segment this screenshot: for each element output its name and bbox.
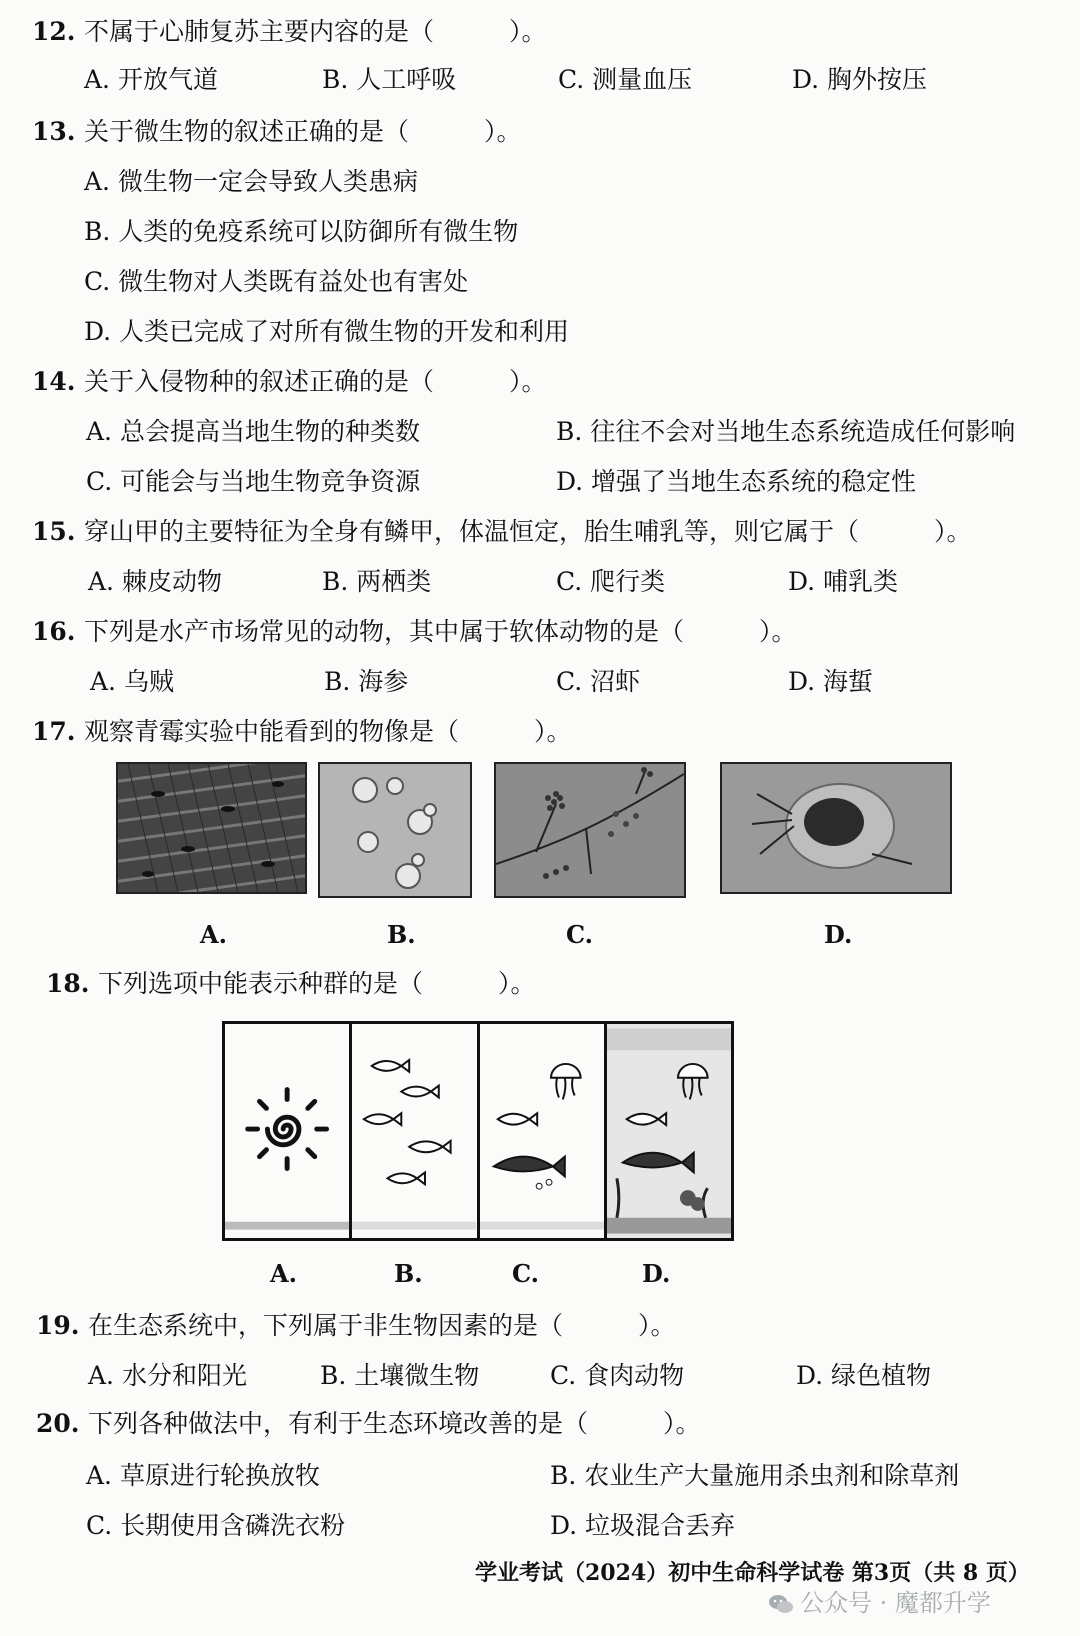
question-20 bbox=[36, 1404, 701, 1440]
question-14 bbox=[32, 362, 547, 398]
panel-a-sun[interactable] bbox=[225, 1024, 352, 1238]
question-number: 17. bbox=[32, 717, 76, 746]
option-a[interactable]: A. 水分和阳光 bbox=[88, 1361, 247, 1390]
question-stem: 下列各种做法中，有利于生态环境改善的是（ ）。 bbox=[88, 1409, 701, 1438]
photo-water-flea[interactable] bbox=[720, 762, 952, 894]
panel-b-fish-school[interactable] bbox=[352, 1024, 479, 1238]
option-c[interactable]: C. 食肉动物 bbox=[550, 1361, 685, 1390]
question-stem: 观察青霉实验中能看到的物像是（ ）。 bbox=[84, 717, 572, 746]
option-a[interactable]: A. 开放气道 bbox=[84, 65, 218, 94]
micrograph-penicillium[interactable] bbox=[494, 762, 686, 898]
question-number: 12. bbox=[32, 17, 76, 46]
question-16 bbox=[32, 612, 797, 648]
option-d[interactable]: D. 胸外按压 bbox=[792, 65, 928, 94]
option-c[interactable]: C. 长期使用含磷洗衣粉 bbox=[86, 1511, 346, 1540]
question-stem: 穿山甲的主要特征为全身有鳞甲，体温恒定，胎生哺乳等，则它属于（ ）。 bbox=[84, 517, 972, 546]
option-d[interactable]: D. 增强了当地生态系统的稳定性 bbox=[556, 467, 917, 496]
image-label-b: B. bbox=[394, 1259, 423, 1288]
question-number: 13. bbox=[32, 117, 76, 146]
question-17 bbox=[32, 712, 572, 748]
option-c[interactable]: C. 可能会与当地生物竞争资源 bbox=[86, 467, 421, 496]
question-stem: 下列选项中能表示种群的是（ ）。 bbox=[98, 969, 536, 998]
option-d[interactable]: D. 人类已完成了对所有微生物的开发和利用 bbox=[84, 317, 570, 346]
option-d[interactable]: D. 哺乳类 bbox=[788, 567, 899, 596]
question-13 bbox=[32, 112, 522, 148]
option-b[interactable]: B. 土壤微生物 bbox=[320, 1361, 480, 1390]
option-a[interactable]: A. 草原进行轮换放牧 bbox=[86, 1461, 320, 1490]
question-number: 19. bbox=[36, 1311, 80, 1340]
image-label-c: C. bbox=[512, 1259, 540, 1288]
population-options-panels bbox=[222, 1021, 734, 1241]
page-footer: 学业考试（2024）初中生命科学试卷 第3页（共 8 页） bbox=[475, 1560, 1030, 1586]
option-a[interactable]: A. 微生物一定会导致人类患病 bbox=[84, 167, 418, 196]
question-12 bbox=[32, 12, 547, 48]
option-c[interactable]: C. 沼虾 bbox=[556, 667, 641, 696]
question-stem: 不属于心肺复苏主要内容的是（ ）。 bbox=[84, 17, 547, 46]
option-d[interactable]: D. 垃圾混合丢弃 bbox=[550, 1511, 736, 1540]
question-19 bbox=[36, 1306, 676, 1342]
question-number: 20. bbox=[36, 1409, 80, 1438]
question-number: 15. bbox=[32, 517, 76, 546]
image-label-b: B. bbox=[387, 920, 416, 949]
option-b[interactable]: B. 往往不会对当地生态系统造成任何影响 bbox=[556, 417, 1016, 446]
panel-d-ecosystem[interactable] bbox=[607, 1024, 731, 1238]
question-stem: 关于微生物的叙述正确的是（ ）。 bbox=[84, 117, 522, 146]
option-d[interactable]: D. 绿色植物 bbox=[796, 1361, 932, 1390]
image-label-d: D. bbox=[824, 920, 853, 949]
question-stem: 在生态系统中，下列属于非生物因素的是（ ）。 bbox=[88, 1311, 676, 1340]
question-15 bbox=[32, 512, 972, 548]
panel-c-mixed-marine[interactable] bbox=[480, 1024, 607, 1238]
option-b[interactable]: B. 人类的免疫系统可以防御所有微生物 bbox=[84, 217, 519, 246]
option-b[interactable]: B. 农业生产大量施用杀虫剂和除草剂 bbox=[550, 1461, 960, 1490]
option-b[interactable]: B. 两栖类 bbox=[322, 567, 432, 596]
image-label-d: D. bbox=[642, 1259, 671, 1288]
image-label-c: C. bbox=[566, 920, 594, 949]
image-label-a: A. bbox=[270, 1259, 297, 1288]
question-number: 14. bbox=[32, 367, 76, 396]
question-number: 18. bbox=[46, 969, 90, 998]
micrograph-muscle-tissue[interactable] bbox=[116, 762, 307, 894]
question-18 bbox=[46, 964, 536, 1000]
image-label-a: A. bbox=[200, 920, 227, 949]
question-stem: 关于入侵物种的叙述正确的是（ ）。 bbox=[84, 367, 547, 396]
question-number: 16. bbox=[32, 617, 76, 646]
option-a[interactable]: A. 棘皮动物 bbox=[88, 567, 222, 596]
watermark bbox=[768, 1583, 991, 1618]
option-c[interactable]: C. 测量血压 bbox=[558, 65, 693, 94]
option-a[interactable]: A. 总会提高当地生物的种类数 bbox=[86, 417, 420, 446]
option-b[interactable]: B. 海参 bbox=[324, 667, 409, 696]
wechat-icon bbox=[768, 1593, 794, 1615]
question-stem: 下列是水产市场常见的动物，其中属于软体动物的是（ ）。 bbox=[84, 617, 797, 646]
option-d[interactable]: D. 海蜇 bbox=[788, 667, 874, 696]
option-b[interactable]: B. 人工呼吸 bbox=[322, 65, 457, 94]
option-c[interactable]: C. 爬行类 bbox=[556, 567, 666, 596]
option-a[interactable]: A. 乌贼 bbox=[90, 667, 174, 696]
option-c[interactable]: C. 微生物对人类既有益处也有害处 bbox=[84, 267, 469, 296]
micrograph-yeast-cells[interactable] bbox=[318, 762, 472, 898]
watermark-text: 公众号 · 魔都升学 bbox=[800, 1589, 991, 1617]
